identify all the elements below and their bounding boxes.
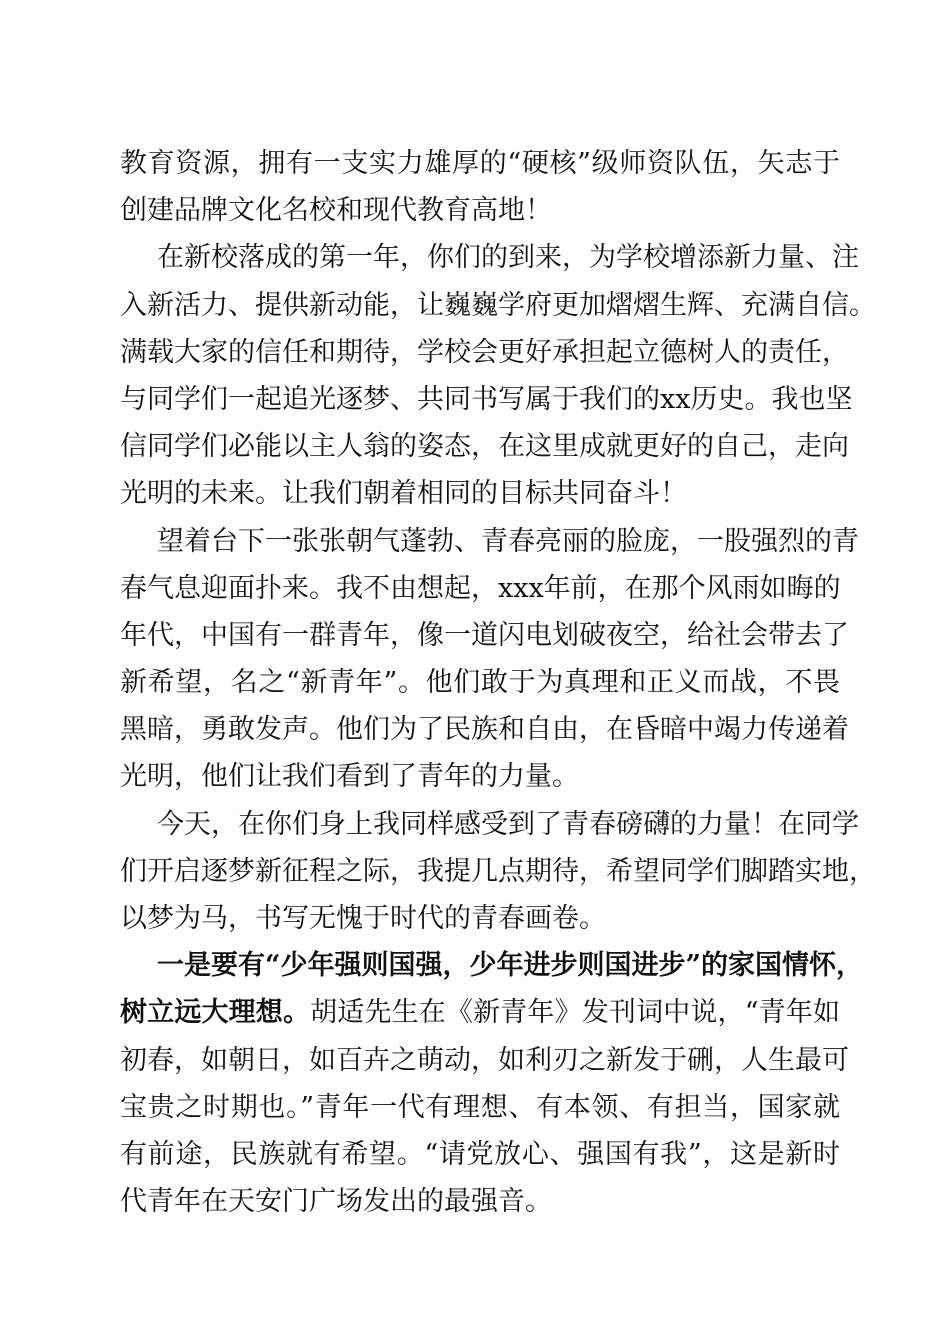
text-line: 以梦为马，书写无愧于时代的青春画卷。 (120, 903, 606, 934)
paragraph-5 (120, 942, 864, 1225)
heading-line: 树立远大理想。 (120, 997, 311, 1029)
text-line: 与同学们一起追光逐梦、共同书写属于我们的xx历史。我也坚 (120, 383, 853, 415)
text-line (120, 989, 840, 1036)
text-line: 们开启逐梦新征程之际，我提几点期待，希望同学们脚踏实地， (120, 855, 876, 887)
text-line: 年代，中国有一群青年，像一道闪电划破夜空，给社会带去了 (120, 619, 849, 651)
text-line: 宝贵之时期也。”青年一代有理想、有本领、有担当，国家就 (120, 1091, 840, 1123)
text-line: 创建品牌文化名校和现代教育高地！ (120, 195, 552, 227)
text-fragment: 胡适先生在《新青年》发刊词中说，“青年如 (310, 997, 841, 1029)
text-line: 初春，如朝日，如百卉之萌动，如利刃之新发于硎，人生最可 (120, 1044, 849, 1076)
text-line: 有前途，民族就有希望。“请党放心、强国有我”，这是新时 (120, 1138, 840, 1170)
text-line: 代青年在天安门广场发出的最强音。 (120, 1186, 552, 1218)
text-line: 光明，他们让我们看到了青年的力量。 (120, 761, 579, 793)
text-line: 入新活力、提供新动能，让巍巍学府更加熠熠生辉、充满自信。 (120, 289, 876, 321)
text-line: 新希望，名之“新青年”。他们敢于为真理和正义而战，不畏 (120, 667, 840, 699)
text-line: 今天，在你们身上我同样感受到了青春磅礴的力量！在同学 (157, 808, 859, 840)
text-line: 教育资源，拥有一支实力雄厚的“硬核”级师资队伍，矢志于 (120, 148, 840, 179)
document-body (120, 140, 876, 1225)
text-line: 在新校落成的第一年，你们的到来，为学校增添新力量、注 (157, 242, 859, 274)
paragraph-4 (120, 801, 876, 943)
text-line: 望着台下一张张朝气蓬勃、青春亮丽的脸庞，一股强烈的青 (157, 525, 859, 557)
text-line: 光明的未来。让我们朝着相同的目标共同奋斗！ (120, 478, 687, 510)
paragraph-2 (120, 234, 876, 517)
text-line: 春气息迎面扑来。我不由想起，xxx年前，在那个风雨如晦的 (120, 572, 841, 604)
text-line: 满载大家的信任和期待，学校会更好承担起立德树人的责任， (120, 336, 849, 368)
heading-line: 一是要有“少年强则国强，少年进步则国进步”的家国情怀， (157, 950, 864, 982)
text-line: 信同学们必能以主人翁的姿态，在这里成就更好的自己，走向 (120, 431, 849, 463)
paragraph-3 (120, 518, 859, 801)
paragraph-1 (120, 140, 840, 234)
text-line: 黑暗，勇敢发声。他们为了民族和自由，在昏暗中竭力传递着 (120, 714, 849, 746)
